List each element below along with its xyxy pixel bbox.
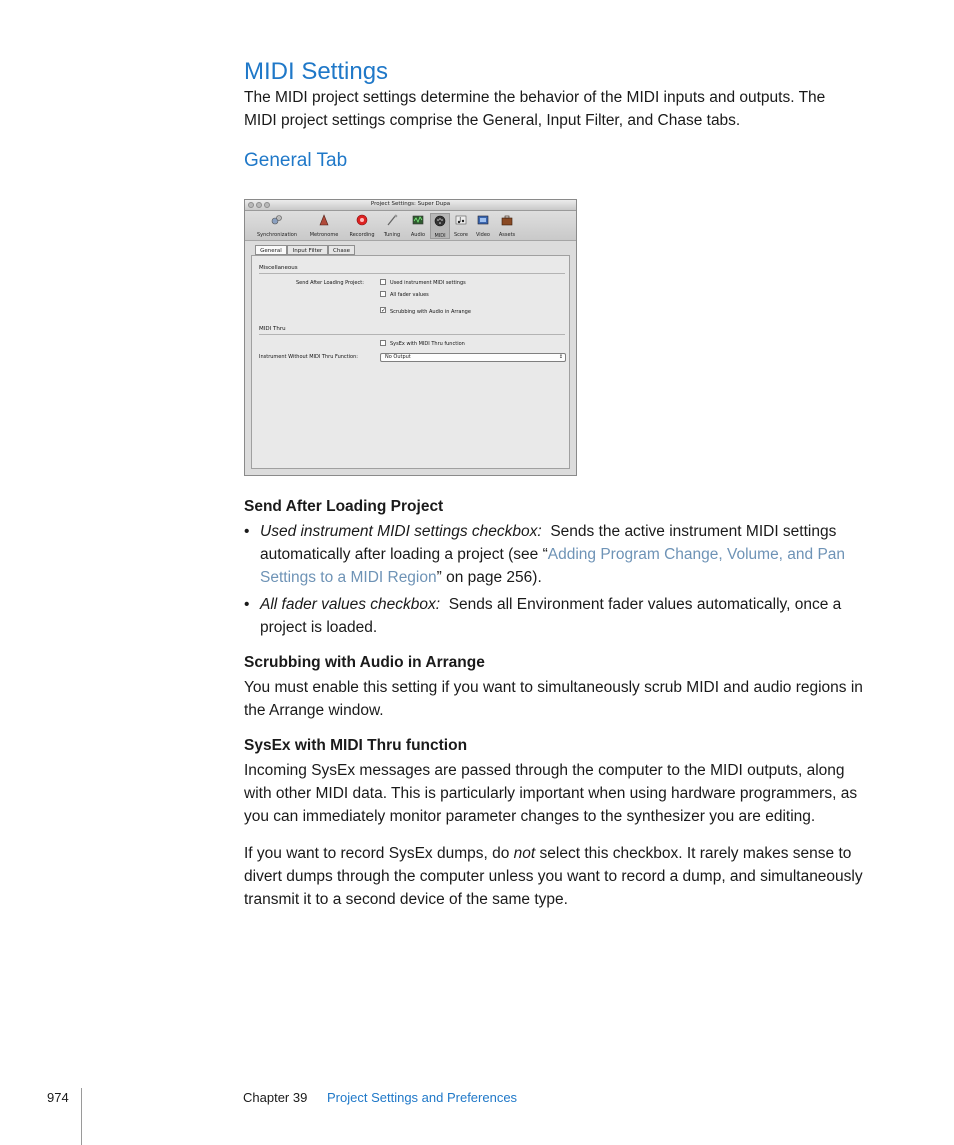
metronome-icon xyxy=(318,214,330,226)
project-settings-screenshot xyxy=(244,199,577,476)
scrubbing-label: Scrubbing with Audio in Arrange xyxy=(390,309,471,315)
assets-icon xyxy=(501,214,513,226)
section-divider xyxy=(259,273,565,274)
page-title: MIDI Settings xyxy=(244,58,389,85)
intro-line-2: MIDI project settings comprise the General, Input Filter, and Chase tabs. xyxy=(244,112,741,129)
toolbar-recording[interactable] xyxy=(345,213,379,239)
heading-scrubbing: Scrubbing with Audio in Arrange xyxy=(244,654,485,671)
paragraph-sysex: Incoming SysEx messages are passed through the computer to the MIDI outputs, along with other MIDI data. This is particularly important when using hardware programmers, as you can immediately monitor parameter changes to the synthesizer you are editing. xyxy=(244,762,858,825)
tuning-icon xyxy=(386,214,398,226)
toolbar-label: Video xyxy=(475,232,490,238)
tab-general[interactable]: General xyxy=(255,245,287,255)
window-titlebar xyxy=(245,200,576,211)
checkmark-icon: ✓ xyxy=(381,307,387,314)
used-instrument-label: Used instrument MIDI settings xyxy=(390,280,466,286)
sysex-midi-thru-checkbox[interactable] xyxy=(380,340,386,346)
toolbar-score[interactable] xyxy=(451,213,471,239)
cross-reference-link[interactable]: Adding Program Change, Volume, and Pan Settings to a MIDI Region xyxy=(260,546,846,586)
section-divider xyxy=(259,334,565,335)
toolbar-midi[interactable] xyxy=(430,213,450,239)
bullet-all-fader-values xyxy=(244,593,874,639)
bullet-dot: • xyxy=(244,596,250,613)
all-fader-values-label: All fader values xyxy=(390,292,429,298)
toolbar-label: Audio xyxy=(410,232,426,238)
paragraph-text: If you want to record SysEx dumps, do xyxy=(244,845,514,862)
toolbar-label: Tuning xyxy=(383,232,401,238)
chapter-label: Chapter 39 xyxy=(243,1090,308,1105)
bullet-text: Sends the active instrument MIDI settings automatically after loading a project (see “ xyxy=(260,523,837,563)
audio-icon xyxy=(412,214,424,226)
instrument-without-thru-label: Instrument Without MIDI Thru Function: xyxy=(259,354,358,360)
heading-sysex: SysEx with MIDI Thru function xyxy=(244,737,468,754)
sysex-midi-thru-label: SysEx with MIDI Thru function xyxy=(390,341,465,347)
toolbar-video[interactable] xyxy=(473,213,493,239)
emphasis-not: not xyxy=(513,845,536,862)
midi-icon xyxy=(434,215,446,227)
bullet-used-instrument xyxy=(244,520,874,589)
general-tab-pane xyxy=(251,255,570,469)
instrument-without-thru-popup[interactable] xyxy=(380,353,566,362)
intro-line-1: The MIDI project settings determine the behavior of the MIDI inputs and outputs. The xyxy=(244,89,826,106)
popup-arrows-icon: ↕ xyxy=(558,354,563,360)
section-midi-thru: MIDI Thru xyxy=(259,326,286,332)
score-icon xyxy=(455,214,467,226)
toolbar-label: Synchronization xyxy=(256,232,298,238)
settings-toolbar xyxy=(245,211,576,241)
section-miscellaneous: Miscellaneous xyxy=(259,265,298,271)
intro-paragraph xyxy=(244,86,874,132)
popup-value: No Output xyxy=(385,354,411,360)
send-after-loading-label: Send After Loading Project: xyxy=(296,280,364,286)
record-icon xyxy=(356,214,368,226)
bullet-term: Used instrument MIDI settings checkbox: xyxy=(260,523,542,540)
toolbar-metronome[interactable] xyxy=(305,213,343,239)
footer-divider xyxy=(81,1088,82,1145)
toolbar-assets[interactable] xyxy=(496,213,518,239)
page-number: 974 xyxy=(47,1090,69,1105)
bullet-text: Sends all Environment fader values automatically, once a project is loaded. xyxy=(260,596,842,636)
tab-chase[interactable]: Chase xyxy=(328,245,355,255)
paragraph-sysex-dumps xyxy=(244,842,874,911)
toolbar-label: Assets xyxy=(498,232,516,238)
sync-icon xyxy=(271,214,283,226)
used-instrument-checkbox[interactable] xyxy=(380,279,386,285)
toolbar-label: Score xyxy=(453,232,468,238)
chapter-title-link[interactable]: Project Settings and Preferences xyxy=(327,1090,518,1105)
bullet-dot: • xyxy=(244,523,250,540)
bullet-term: All fader values checkbox: xyxy=(260,596,441,613)
tab-input-filter[interactable]: Input Filter xyxy=(287,245,328,255)
heading-send-after-loading: Send After Loading Project xyxy=(244,498,444,515)
toolbar-label: MIDI xyxy=(434,233,446,239)
scrubbing-checkbox[interactable] xyxy=(380,307,386,313)
bullet-text-end: ” on page 256). xyxy=(436,569,542,586)
toolbar-label: Recording xyxy=(349,232,375,238)
section-title-general-tab: General Tab xyxy=(244,150,348,171)
toolbar-synchronization[interactable] xyxy=(251,213,303,239)
toolbar-tuning[interactable] xyxy=(381,213,403,239)
toolbar-label: Metronome xyxy=(309,232,339,238)
paragraph-text-end: select this checkbox. It rarely makes sense to divert dumps through the computer unless you want to record a dump, and simultaneously transmit it to a second device of the same type. xyxy=(244,845,863,908)
video-icon xyxy=(477,214,489,226)
all-fader-values-checkbox[interactable] xyxy=(380,291,386,297)
paragraph-scrubbing: You must enable this setting if you want to simultaneously scrub MIDI and audio regions in the Arrange window. xyxy=(244,679,863,719)
toolbar-audio[interactable] xyxy=(407,213,429,239)
window-title: Project Settings: Super Dupa xyxy=(370,201,451,207)
